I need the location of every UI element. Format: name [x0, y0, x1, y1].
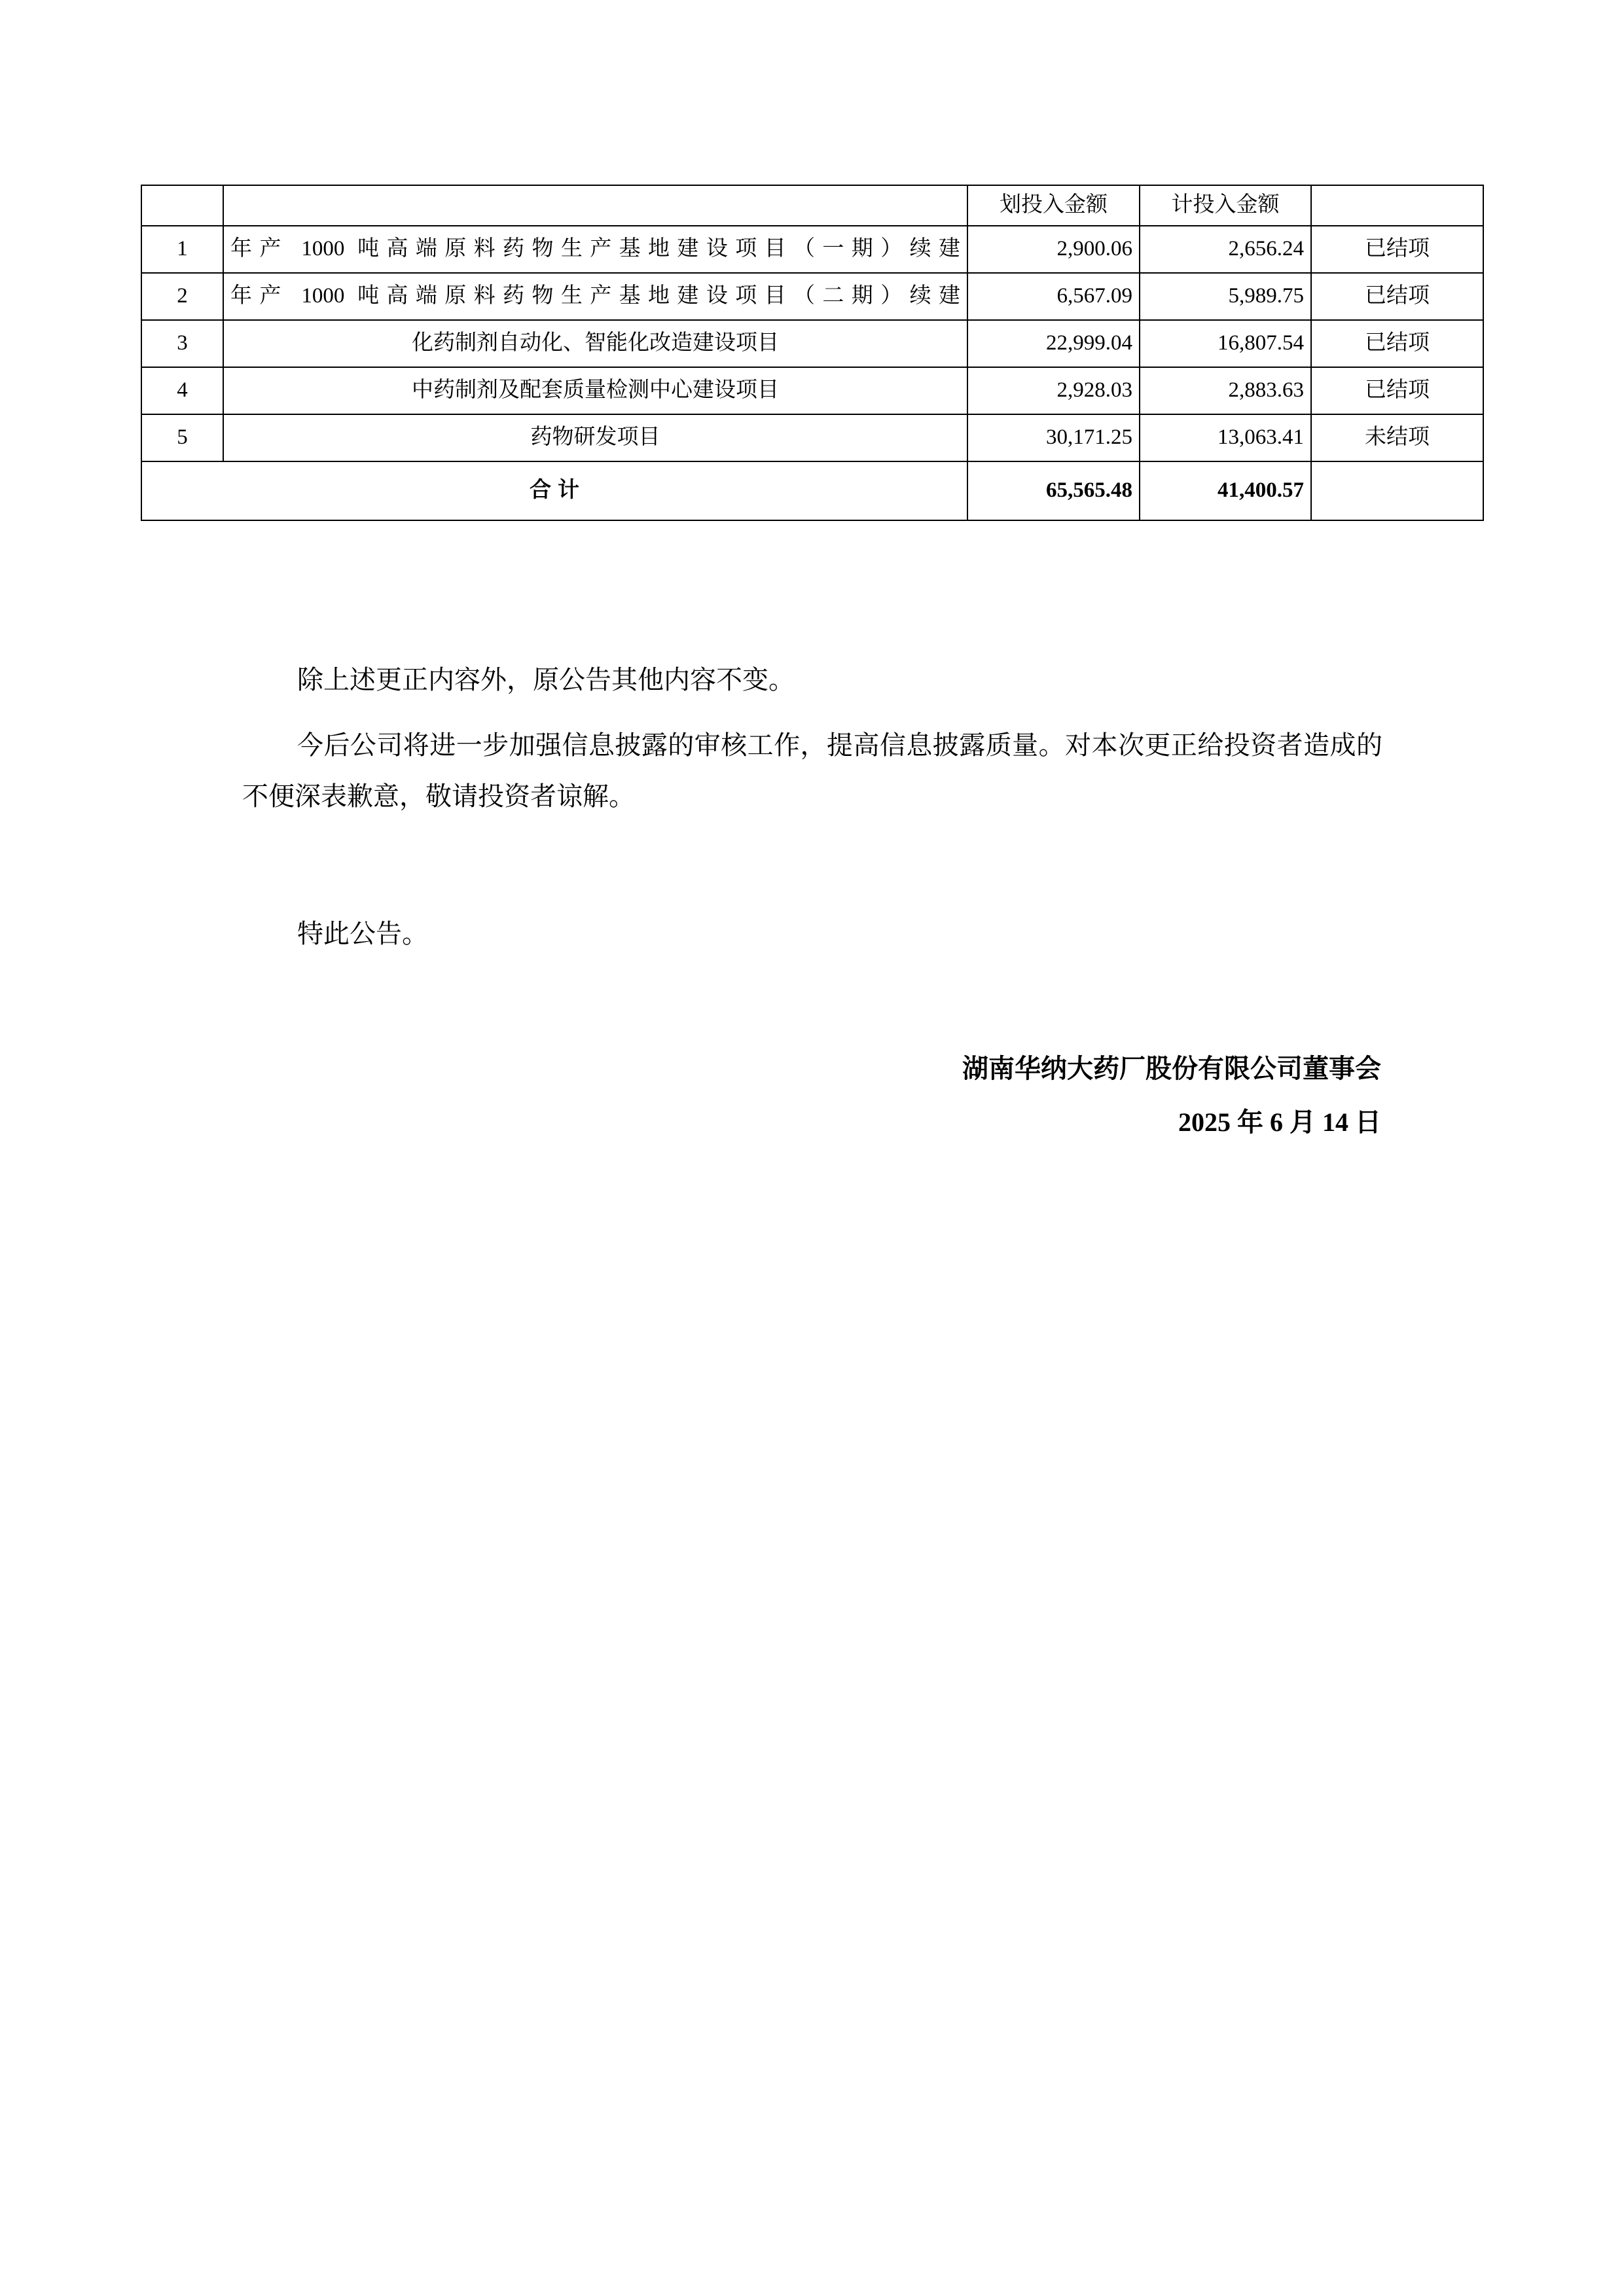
- paragraph-apology: 今后公司将进一步加强信息披露的审核工作，提高信息披露质量。对本次更正给投资者造成的不便深表歉意，敬请投资者谅解。: [242, 730, 1382, 811]
- cell-planned-amount: 30,171.25: [967, 414, 1140, 461]
- cell-project-name: 年产 1000 吨高端原料药物生产基地建设项目（二期）续建: [223, 273, 967, 320]
- cell-total-actual: 41,400.57: [1140, 461, 1311, 520]
- cell-status: 未结项: [1311, 414, 1483, 461]
- cell-project-name: 药物研发项目: [223, 414, 967, 461]
- cell-planned-amount: 22,999.04: [967, 320, 1140, 367]
- header-cell-name: [223, 185, 967, 226]
- header-cell-no: [141, 185, 223, 226]
- fund-usage-table: [141, 185, 1484, 521]
- cell-total-planned: 65,565.48: [967, 461, 1140, 520]
- cell-status: 已结项: [1311, 367, 1483, 414]
- cell-project-name: 化药制剂自动化、智能化改造建设项目: [223, 320, 967, 367]
- cell-planned-amount: 6,567.09: [967, 273, 1140, 320]
- table-row: [141, 273, 1483, 320]
- cell-actual-amount: 2,656.24: [1140, 226, 1311, 273]
- cell-status: 已结项: [1311, 226, 1483, 273]
- cell-status: 已结项: [1311, 320, 1483, 367]
- header-cell-status: [1311, 185, 1483, 226]
- cell-total-status: [1311, 461, 1483, 520]
- signature-date: 2025 年 6 月 14 日: [1178, 1107, 1381, 1137]
- cell-row-number: 3: [141, 320, 223, 367]
- signature-block: [242, 1042, 1381, 1149]
- header-cell-actual: 计投入金额: [1140, 185, 1311, 226]
- cell-total-label: 合计: [141, 461, 967, 520]
- cell-project-name: 年产 1000 吨高端原料药物生产基地建设项目（一期）续建: [223, 226, 967, 273]
- table-header-row: [141, 185, 1483, 226]
- cell-row-number: 2: [141, 273, 223, 320]
- table-row: [141, 226, 1483, 273]
- body-text-block: [242, 655, 1382, 822]
- table-row: [141, 320, 1483, 367]
- table-row: [141, 367, 1483, 414]
- cell-row-number: 1: [141, 226, 223, 273]
- paragraph-correction-notice: 除上述更正内容外，原公告其他内容不变。: [297, 665, 795, 694]
- cell-row-number: 5: [141, 414, 223, 461]
- cell-actual-amount: 13,063.41: [1140, 414, 1311, 461]
- cell-status: 已结项: [1311, 273, 1483, 320]
- paragraph-spacer: [242, 706, 1382, 720]
- table-row: [141, 414, 1483, 461]
- cell-actual-amount: 2,883.63: [1140, 367, 1311, 414]
- cell-planned-amount: 2,900.06: [967, 226, 1140, 273]
- table-total-row: [141, 461, 1483, 520]
- header-cell-plan: 划投入金额: [967, 185, 1140, 226]
- cell-actual-amount: 16,807.54: [1140, 320, 1311, 367]
- cell-project-name: 中药制剂及配套质量检测中心建设项目: [223, 367, 967, 414]
- fund-usage-table-container: [141, 185, 1483, 521]
- paragraph-hereby-announced: 特此公告。: [297, 919, 428, 948]
- cell-actual-amount: 5,989.75: [1140, 273, 1311, 320]
- cell-row-number: 4: [141, 367, 223, 414]
- signature-company: 湖南华纳大药厂股份有限公司董事会: [962, 1054, 1381, 1083]
- cell-planned-amount: 2,928.03: [967, 367, 1140, 414]
